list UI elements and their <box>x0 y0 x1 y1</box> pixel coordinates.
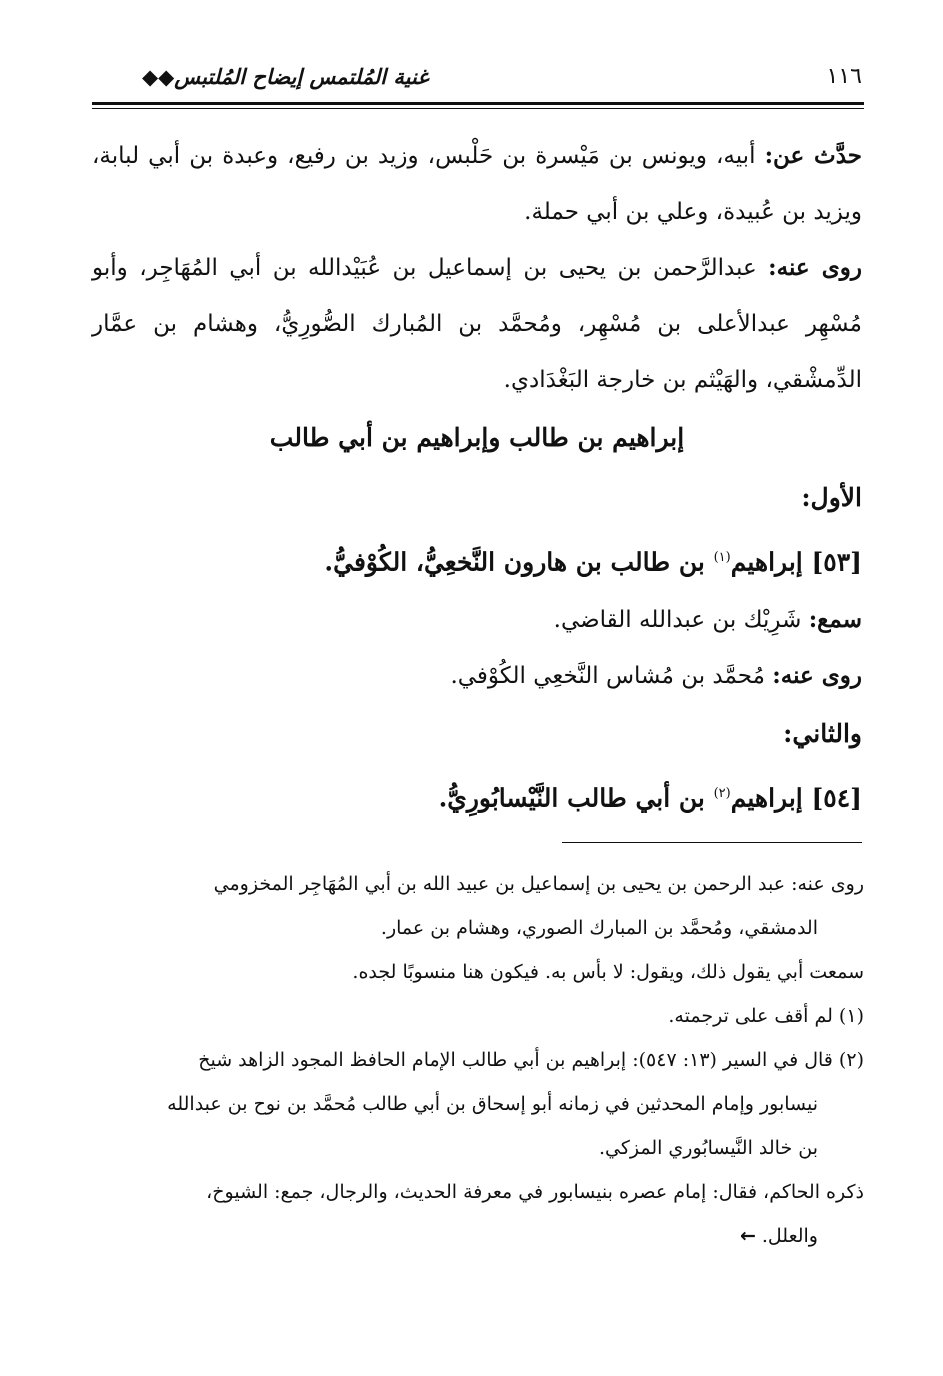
entry-number: [٥٣] <box>811 547 862 577</box>
section-title: إبراهيم بن طالب وإبراهيم بن أبي طالب <box>269 423 685 452</box>
footnote-line: روى عنه: عبد الرحمن بن يحيى بن إسماعيل بن عبيد الله بن أبي المُهَاجِر المخزومي <box>213 873 864 895</box>
entry-54 <box>92 764 862 828</box>
footnote-line: الدمشقي، ومُحمَّد بن المبارك الصوري، وهشام بن عمار. <box>380 917 818 939</box>
footnote-line-last <box>92 1214 864 1258</box>
line-lead: سمع: <box>808 606 862 634</box>
entry-rest: بن أبي طالب النَّيْسابُورِيُّ. <box>438 783 714 813</box>
paragraph-lead: روى عنه: <box>768 254 862 281</box>
line-text: مُحمَّد بن مُشاس النَّخعِي الكُوْفي. <box>450 663 773 690</box>
entry-number: [٥٤] <box>811 783 862 813</box>
heard-line <box>92 592 862 648</box>
entry-53 <box>92 528 862 592</box>
page-header <box>92 58 862 102</box>
entry-name: إبراهيم <box>730 547 812 577</box>
header-rule-thin <box>92 108 864 109</box>
footnotes <box>92 862 864 1258</box>
main-text <box>92 128 862 829</box>
footnote-line: سمعت أبي يقول ذلك، ويقول: لا بأس به. فيكون هنا منسوبًا لجده. <box>352 961 864 983</box>
entry-rest: بن طالب بن هارون النَّخعِيُّ، الكُوْفيُّ. <box>324 547 714 577</box>
footnote-separator <box>562 842 862 843</box>
footnote-2: (٢) قال في السير (١٣: ٥٤٧): إبراهيم بن أبي طالب الإمام الحافظ المجود الزاهد شيخ <box>198 1049 864 1071</box>
footnote-line: بن خالد النَّيسابُوري المزكي. <box>598 1137 818 1159</box>
paragraph-lead: حدَّث عن: <box>764 142 862 169</box>
footnote-text: والعلل. <box>761 1225 818 1247</box>
paragraph-text: أبيه، ويونس بن مَيْسرة بن حَلْبس، وزيد بن رفيع، وعبدة بن أبي لبابة، ويزيد بن عُبيدة، وعلي بن أبي حملة. <box>92 143 862 225</box>
paragraph-narrated-by <box>92 240 862 408</box>
second-label: والثاني: <box>783 719 862 749</box>
footnote-line: نيسابور وإمام المحدثين في زمانه أبو إسحاق بن أبي طالب مُحمَّد بن نوح بن عبدالله <box>167 1093 818 1115</box>
line-text: شَرِيْك بن عبدالله القاضي. <box>553 607 809 634</box>
line-lead: روى عنه: <box>772 662 862 690</box>
narrated-line <box>92 648 862 704</box>
page-number: ١١٦ <box>826 64 862 89</box>
entry-name: إبراهيم <box>730 783 812 813</box>
footnote-line: ذكره الحاكم، فقال: إمام عصره بنيسابور في معرفة الحديث، والرجال، جمع: الشيوخ، <box>206 1181 864 1203</box>
paragraph-text: عبدالرَّحمن بن يحيى بن إسماعيل بن عُبَيْدالله بن أبي المُهَاجِر، وأبو مُسْهِر عبدالأعلى بن مُسْهِر، ومُحمَّد بن المُبارك الصُّورِيُّ، وهشام بن عمَّار الدِّمشْقي، والهَيْثم بن خارجة البَغْدَادي. <box>92 255 862 393</box>
first-label: الأول: <box>801 483 862 512</box>
paragraph-heard-from <box>92 128 862 240</box>
running-title: غنية المُلتمس إيضاح المُلتبس◆◆ <box>142 64 429 89</box>
footnote-1: (١) لم أقف على ترجمته. <box>668 1005 864 1027</box>
header-rule-thick <box>92 102 864 105</box>
footnote-ref: (٢) <box>713 786 731 802</box>
footnote-ref: (١) <box>713 550 731 565</box>
continue-arrow-icon: ← <box>739 1225 756 1247</box>
